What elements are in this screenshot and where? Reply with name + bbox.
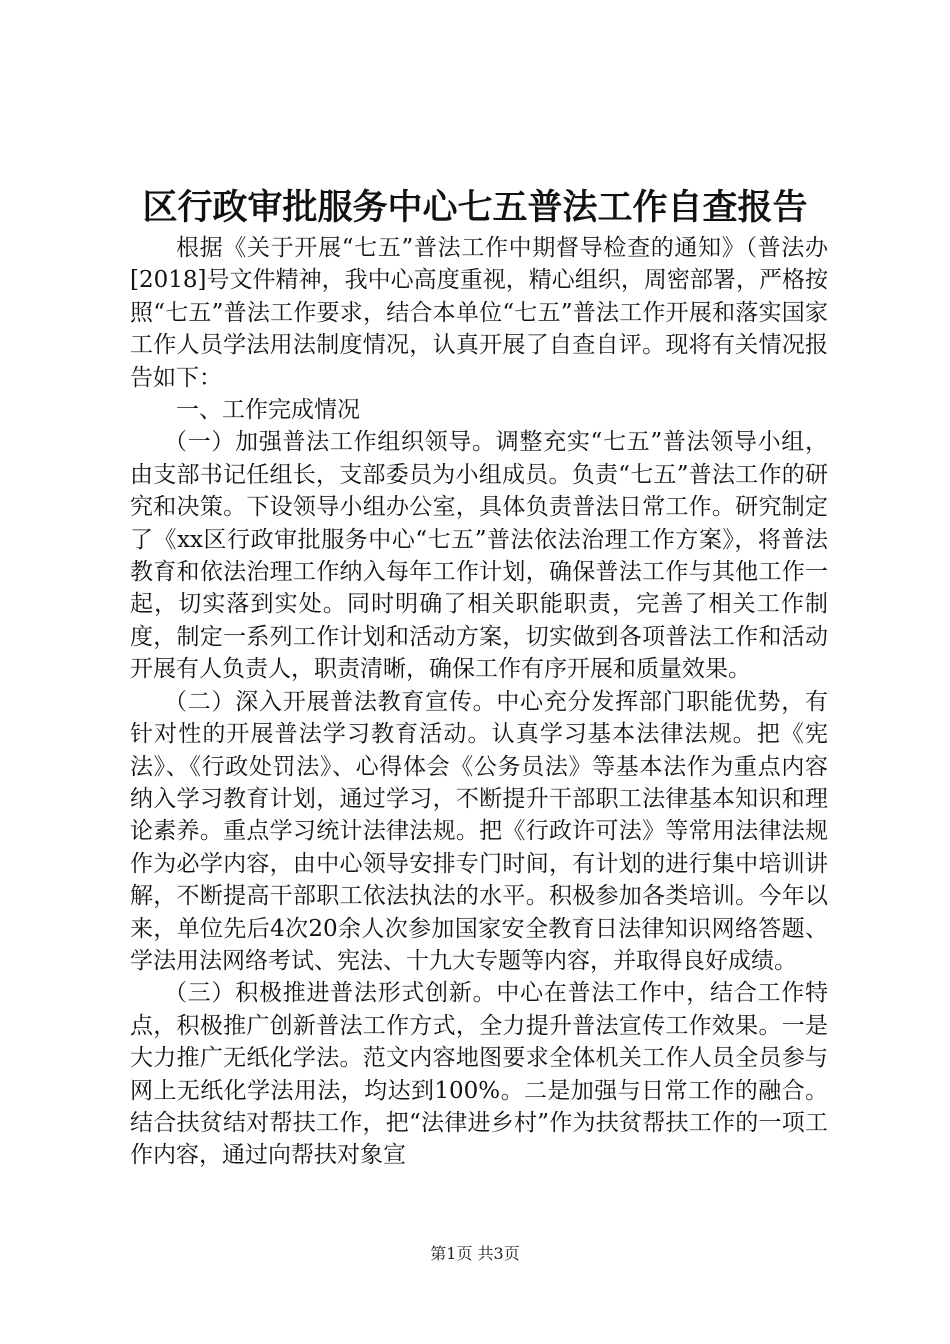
- body-paragraph: （一）加强普法工作组织领导。调整充实“七五”普法领导小组，由支部书记任组长，支部委员为小组成员。负责“七五”普法工作的研究和决策。下设领导小组办公室，具体负责普法日常工作。研究制定了《xx区行政审批服务中心“七五”普法依法治理工作方案》，将普法教育和依法治理工作纳入每年工作计划，确保普法工作与其他工作一起，切实落到实处。同时明确了相关职能职责，完善了相关工作制度，制定一系列工作计划和活动方案，切实做到各项普法工作和活动开展有人负责人，职责清晰，确保工作有序开展和质量效果。: [130, 429, 828, 683]
- section-heading: 一、工作完成情况: [176, 397, 360, 424]
- document-title: 区行政审批服务中心七五普法工作自查报告: [142, 187, 808, 228]
- document-body: [130, 232, 828, 1172]
- body-paragraph: （二）深入开展普法教育宣传。中心充分发挥部门职能优势，有针对性的开展普法学习教育活动。认真学习基本法律法规。把《宪法》、《行政处罚法》、心得体会《公务员法》等基本法作为重点内容纳入学习教育计划，通过学习，不断提升干部职工法律基本知识和理论素养。重点学习统计法律法规。把《行政许可法》等常用法律法规作为必学内容，由中心领导安排专门时间，有计划的进行集中培训讲解，不断提高干部职工依法执法的水平。积极参加各类培训。今年以来，单位先后4次20余人次参加国家安全教育日法律知识网络答题、学法用法网络考试、宪法、十九大专题等内容，并取得良好成绩。: [130, 688, 828, 974]
- page-footer: 第1页 共3页: [430, 1244, 520, 1263]
- intro-paragraph: 根据《关于开展“七五”普法工作中期督导检查的通知》（普法办[2018]号文件精神，我中心高度重视，精心组织，周密部署，严格按照“七五”普法工作要求，结合本单位“七五”普法工作开展和落实国家工作人员学法用法制度情况，认真开展了自查自评。现将有关情况报告如下：: [130, 235, 828, 391]
- body-paragraph: （三）积极推进普法形式创新。中心在普法工作中，结合工作特点，积极推广创新普法工作方式，全力提升普法宣传工作效果。一是大力推广无纸化学法。范文内容地图要求全体机关工作人员全员参与网上无纸化学法用法，均达到100%。二是加强与日常工作的融合。结合扶贫结对帮扶工作，把“法律进乡村”作为扶贫帮扶工作的一项工作内容，通过向帮扶对象宣: [130, 980, 828, 1169]
